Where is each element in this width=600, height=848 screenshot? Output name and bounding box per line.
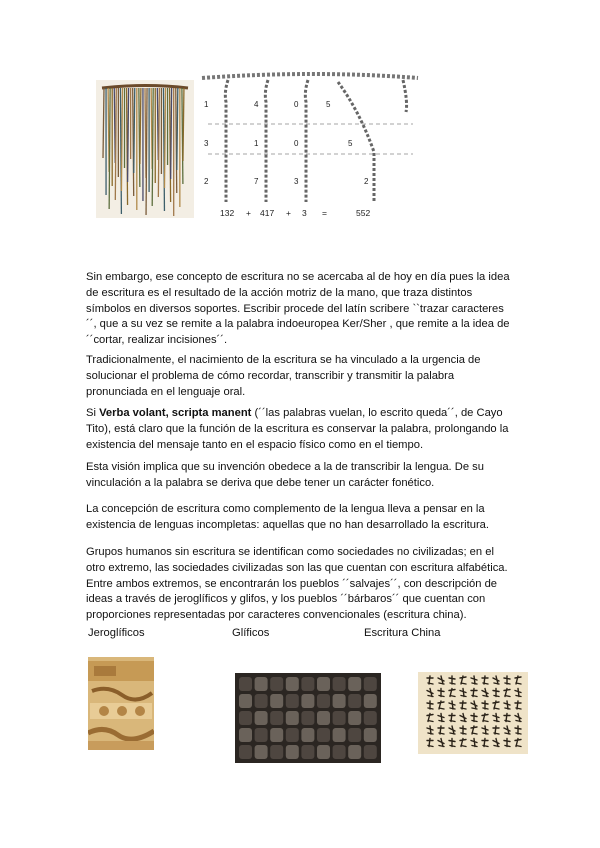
quipu-sum-op: + xyxy=(246,208,251,218)
quipu-bot-3: 3 xyxy=(294,177,299,186)
label-escritura-china: Escritura China xyxy=(364,627,441,639)
quipu-mid-2: 1 xyxy=(254,139,259,148)
quipu-diagram xyxy=(198,72,430,222)
quipu-bot-4: 2 xyxy=(364,177,369,186)
quipu-sum-op: + xyxy=(286,208,291,218)
quipu-top-4: 5 xyxy=(326,100,331,109)
paragraph-1: Sin embargo, ese concepto de escritura no se acercaba al de hoy en día pues la idea de escritura es el resultado de la acción motriz de la mano, que traza distintos símbolos en diversos soportes. Escribir procede del latín scribere ``trazar caracteres´´, que a su vez se remite a la palabra indoeuropea Ker/Sher , que remite a la idea de ´´cortar, realizar incisiones´´. xyxy=(86,271,510,347)
label-jeroglificos: Jeroglíficos xyxy=(88,627,145,639)
paragraph-5: La concepción de escritura como complemento de la lengua lleva a pensar en la existencia de lenguas incompletas: aquellas que no han desarrollado la escritura. xyxy=(86,503,490,531)
quipu-sum-term: 3 xyxy=(302,208,307,218)
quipu-mid-3: 0 xyxy=(294,139,299,148)
quipu-sum-op: = xyxy=(322,208,327,218)
quipu-sum-term: 132 xyxy=(220,208,235,218)
quipu-sum-result: 552 xyxy=(356,208,371,218)
paragraph-3-prefix: Si xyxy=(86,407,100,419)
quipu-top-2: 4 xyxy=(254,100,259,109)
quipu-top-3: 0 xyxy=(294,100,299,109)
quipu-bot-1: 2 xyxy=(204,177,209,186)
quipu-bot-2: 7 xyxy=(254,177,259,186)
quipu-mid-4: 5 xyxy=(348,139,353,148)
quipu-sum-term: 417 xyxy=(260,208,275,218)
chinese-writing-image xyxy=(418,672,528,754)
hieroglyphs-image xyxy=(88,657,154,750)
latin-phrase: Verba volant, scripta manent xyxy=(99,407,252,419)
image-labels xyxy=(86,627,526,643)
quipu-mid-1: 3 xyxy=(204,139,209,148)
paragraph-3-rest: (´´las palabras vuelan, lo escrito queda´´, de Cayo Tito), está claro que la función de la escritura es conservar la palabra, prolongando la existencia del mensaje tanto en el espacio físico como en el tiempo. xyxy=(86,407,509,451)
paragraph-4: Esta visión implica que su invención obedece a la de transcribir la lengua. De su vinculación a la palabra se deriva que debe tener un carácter fonético. xyxy=(86,461,485,489)
quipu-photo xyxy=(96,80,194,218)
paragraph-6: Grupos humanos sin escritura se identifican como sociedades no civilizadas; en el otro extremo, las sociedades civilizadas son las que cuentan con escritura alfabética. Entre ambos extremos, se encontrarán los pueblos ´´salvajes´´, con descripción de ideas a través de jeroglíficos y glifos, y los pueblos ´´bárbaros´´ que cuentan con proporciones representadas por caracteres convencionales (escritura china). xyxy=(86,546,508,622)
glyphs-image xyxy=(235,673,381,763)
paragraph-3 xyxy=(86,406,514,453)
quipu-top-1: 1 xyxy=(204,100,209,109)
paragraph-2: Tradicionalmente, el nacimiento de la escritura se ha vinculado a la urgencia de solucionar el problema de cómo recordar, transcribir y transmitir la palabra pronunciada en el lenguaje oral. xyxy=(86,354,481,398)
label-glificos: Glíficos xyxy=(232,627,270,639)
